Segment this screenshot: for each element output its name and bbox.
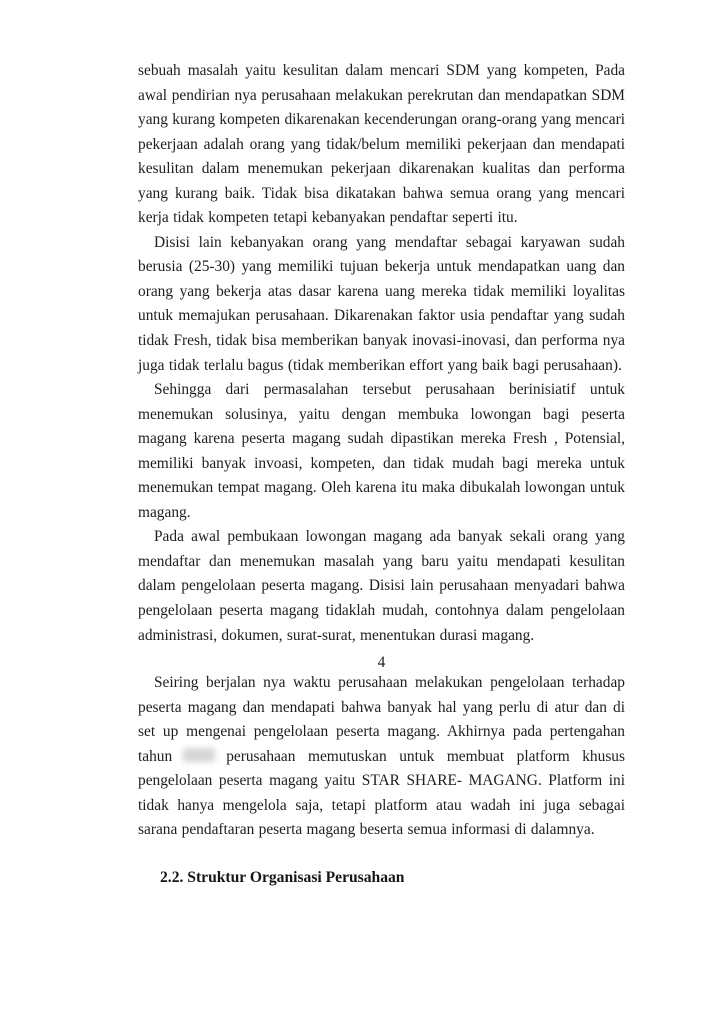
text-column: [138, 0, 625, 1024]
redacted-year-blur: [183, 748, 215, 762]
paragraph: [138, 671, 625, 843]
paragraph: Sehingga dari permasalahan tersebut perusahaan berinisiatif untuk menemukan solusinya, yaitu dengan membuka lowongan bagi peserta magang karena peserta magang sudah dipastikan mereka Fresh , Potensial, memiliki banyak invoasi, kompeten, dan tidak mudah bagi mereka untuk menemukan tempat magang. Oleh karena itu maka dibukalah lowongan untuk magang.: [138, 381, 625, 521]
closing-paragraph-block: [138, 671, 625, 843]
section-heading: 2.2. Struktur Organisasi Perusahaan: [160, 869, 405, 886]
body-text-block: [138, 59, 625, 648]
paragraph: Disisi lain kebanyakan orang yang mendaftar sebagai karyawan sudah berusia (25-30) yang memiliki tujuan bekerja untuk mendapatkan uang dan orang yang bekerja atas dasar karena uang mereka tidak memiliki loyalitas untuk memajukan perusahaan. Dikarenakan faktor usia pendaftar yang sudah tidak Fresh, tidak bisa memberikan banyak inovasi-inovasi, dan performa nya juga tidak terlalu bagus (tidak memberikan effort yang baik bagi perusahaan).: [138, 233, 625, 374]
closing-paragraph-before-redaction: Seiring berjalan nya waktu perusahaan melakukan pengelolaan terhadap peserta magang dan mendapati bahwa banyak hal yang perlu di atur dan di set up mengenai pengelolaan peserta magang. Akhirnya pada pertengahan tahun: [138, 674, 625, 765]
closing-paragraph-after-redaction: perusahaan memutuskan untuk membuat platform khusus pengelolaan peserta magang yaitu STAR SHARE- MAGANG. Platform ini tidak hanya mengelola saja, tetapi platform atau wadah ini juga sebagai sarana pendaftaran peserta magang beserta semua informasi di dalamnya.: [138, 747, 625, 839]
page-number: 4: [377, 654, 386, 671]
paragraph-continuation: sebuah masalah yaitu kesulitan dalam mencari SDM yang kompeten, Pada awal pendirian nya perusahaan melakukan perekrutan dan mendapatkan SDM yang kurang kompeten dikarenakan kecenderungan orang-orang yang mencari pekerjaan adalah orang yang tidak/belum memiliki pekerjaan dan mendapati kesulitan dalam menemukan pekerjaan dikarenakan kualitas dan performa yang kurang baik. Tidak bisa dikatakan bahwa semua orang yang mencari kerja tidak kompeten tetapi kebanyakan pendaftar seperti itu.: [138, 62, 625, 227]
paragraph: Pada awal pembukaan lowongan magang ada banyak sekali orang yang mendaftar dan menemukan masalah yang baru yaitu mendapati kesulitan dalam pengelolaan peserta magang. Disisi lain perusahaan menyadari bahwa pengelolaan peserta magang tidaklah mudah, contohnya dalam pengelolaan administrasi, dokumen, surat-surat, menentukan durasi magang.: [138, 528, 625, 644]
